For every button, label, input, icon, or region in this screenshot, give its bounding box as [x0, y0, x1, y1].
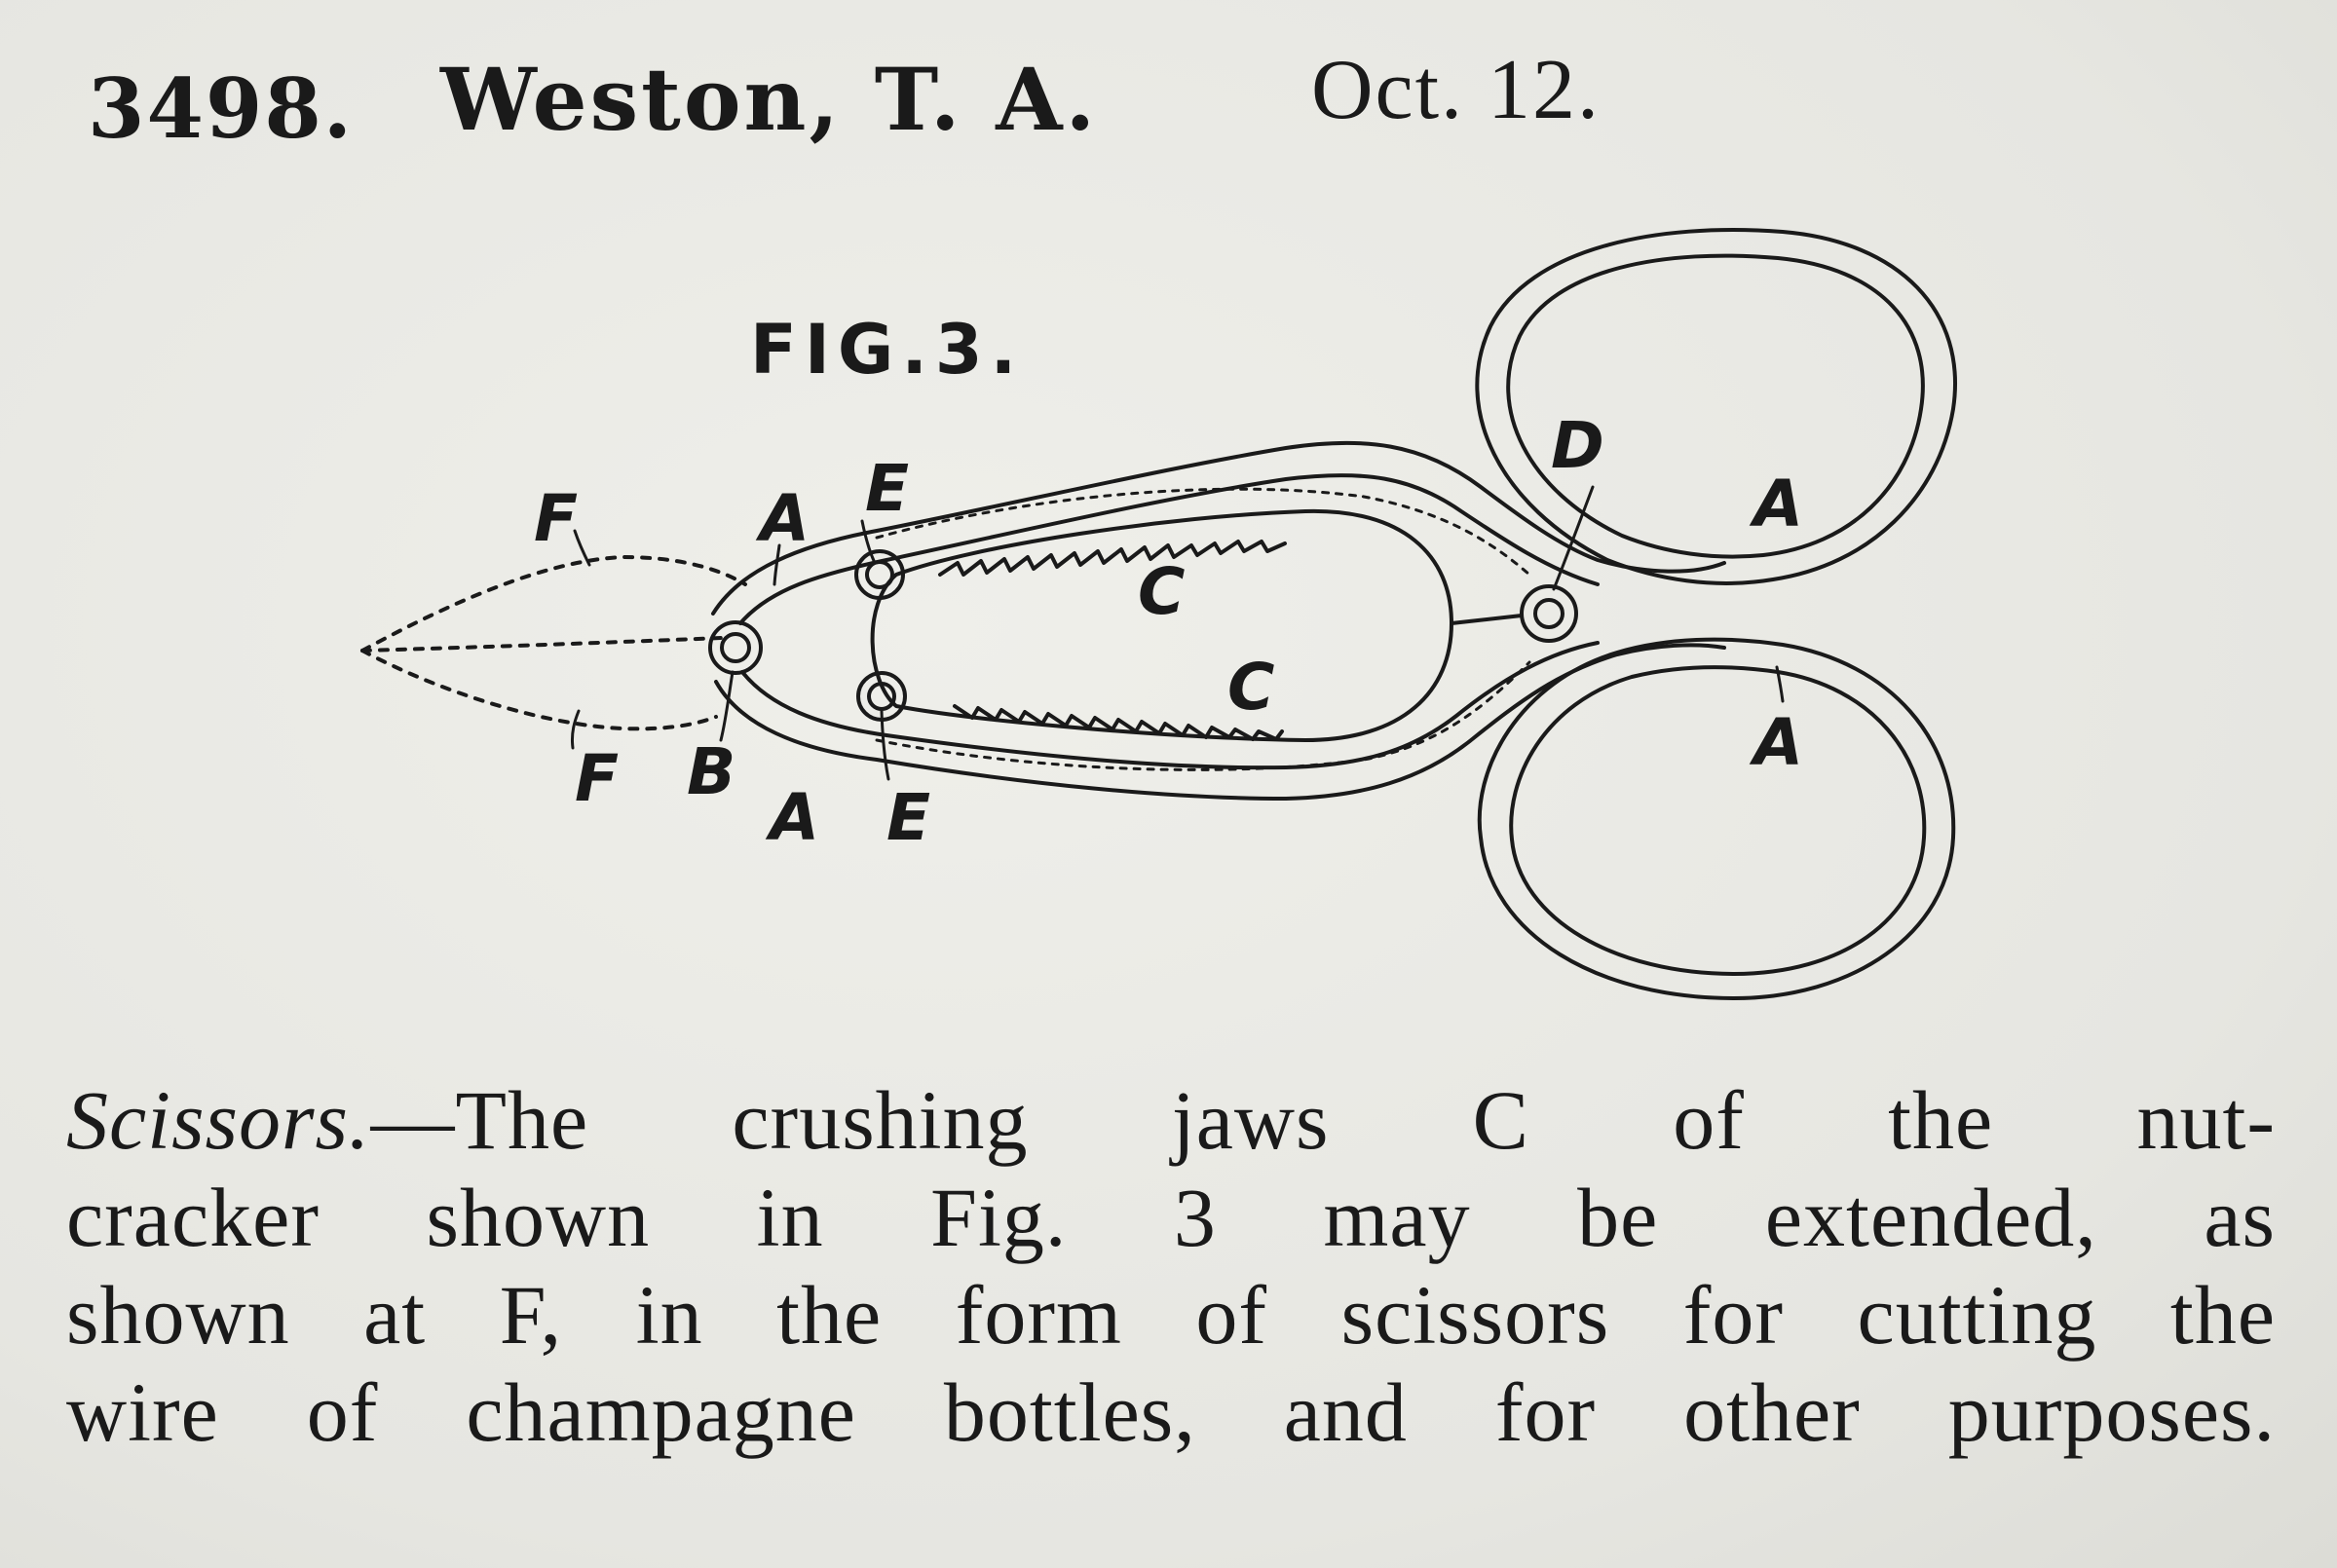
- rivet-e-top-inner: [867, 562, 892, 587]
- upper-ring-outer: [1477, 230, 1955, 583]
- jaw-c-top-teeth: [940, 541, 1285, 575]
- jaw-top-dashed: [877, 489, 1529, 575]
- figure-title: FIG.3.: [750, 310, 1025, 390]
- label-e-bottom: E: [886, 780, 931, 855]
- label-c-bottom: C: [1227, 650, 1275, 725]
- label-c-top: C: [1138, 554, 1186, 629]
- label-f-bottom: F: [575, 741, 620, 816]
- caption-line-4: wire of champagne bottles, and for other purposes.: [66, 1365, 2276, 1459]
- blade-mid-dashed: [362, 638, 721, 651]
- caption-lead: Scissors.: [66, 1073, 371, 1167]
- blade-bottom-dashed: [362, 651, 716, 728]
- pivot-b-outer: [710, 622, 761, 673]
- lower-arm-outer: [716, 645, 1724, 799]
- pivot-d-link: [1451, 616, 1522, 623]
- lower-ring-outer: [1480, 640, 1954, 998]
- caption-line-2: cracker shown in Fig. 3 may be extended, as: [66, 1171, 2276, 1264]
- label-a-top-right: A: [1753, 467, 1804, 541]
- pivot-d-inner: [1535, 600, 1563, 627]
- lower-ring-inner: [1511, 667, 1924, 974]
- label-f-top: F: [534, 481, 579, 556]
- label-b: B: [687, 734, 736, 809]
- entry-date: Oct. 12.: [1311, 43, 1602, 137]
- pivot-d-outer: [1522, 586, 1576, 641]
- entry-number: 3498.: [88, 60, 355, 157]
- entry-name: Weston, T. A.: [440, 49, 1099, 150]
- figure-caption: [66, 1071, 2276, 1461]
- blade-top-dashed: [362, 557, 745, 651]
- label-a-bottom-left: A: [770, 780, 820, 855]
- caption-line-1-rest: —The crushing jaws C of the nut-: [370, 1073, 2276, 1167]
- label-e-top: E: [865, 451, 910, 526]
- upper-ring-inner: [1508, 256, 1923, 557]
- label-a-top-left: A: [760, 481, 810, 556]
- label-d: D: [1551, 408, 1604, 483]
- leader-b: [721, 672, 733, 740]
- caption-line-1: [66, 1071, 2276, 1169]
- label-a-bottom-right: A: [1753, 705, 1804, 780]
- caption-line-3: shown at F, in the form of scissors for cutting the: [66, 1268, 2276, 1362]
- pivot-b-inner: [722, 634, 749, 661]
